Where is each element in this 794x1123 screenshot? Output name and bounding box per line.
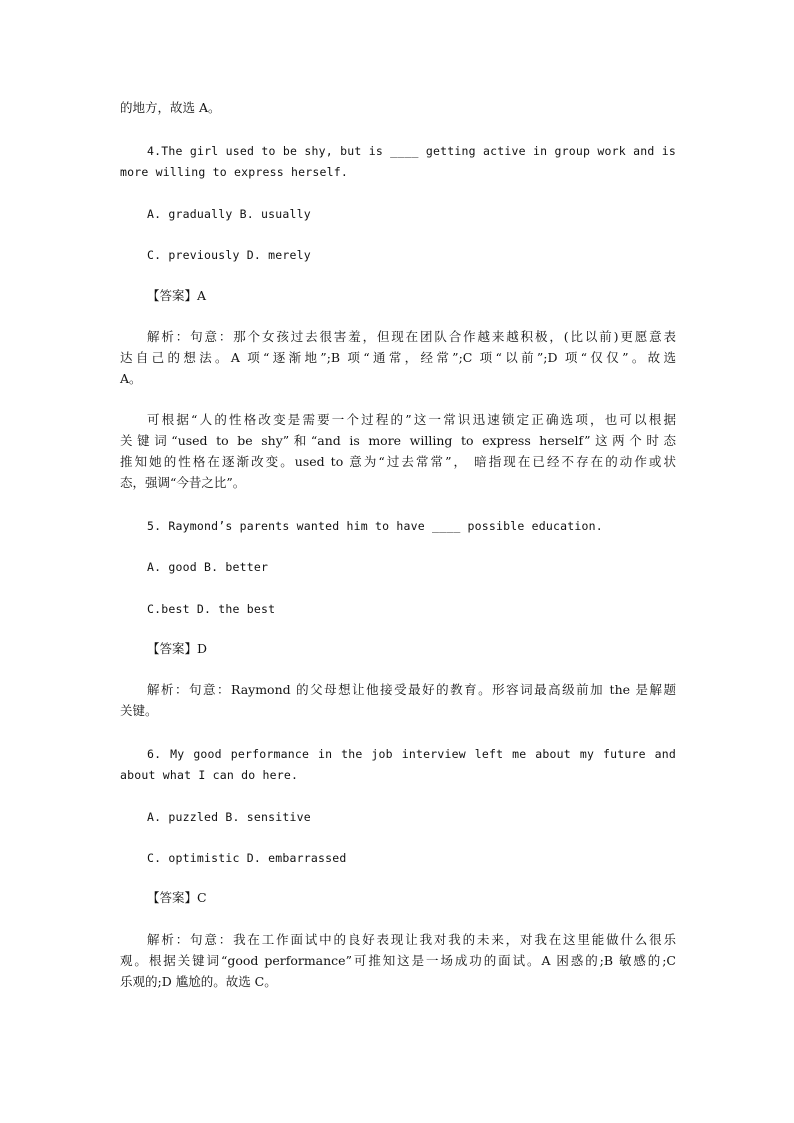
question-4-note-cont: 关键词“used to be shy”和“and is more willing to express herself”这两个时态 <box>120 433 676 448</box>
question-4-stem: 4.The girl used to be shy, but is ____ getting active in group work and is <box>147 144 676 158</box>
question-4-note-end: 态，强调“今昔之比”。 <box>120 475 246 490</box>
question-6-stem-cont: about what I can do here. <box>120 768 299 782</box>
question-4-analysis-end: A。 <box>120 371 142 386</box>
question-5-options-ab: A. good B. better <box>147 560 269 574</box>
question-5-analysis-end: 关键。 <box>120 703 158 718</box>
question-5-answer: 【答案】D <box>147 641 208 656</box>
question-4-options-cd: C. previously D. merely <box>147 248 311 262</box>
question-4-note: 可根据“人的性格改变是需要一个过程的”这一常识迅速锁定正确选项，也可以根据 <box>147 412 676 427</box>
question-5-options-cd: C.best D. the best <box>147 602 276 616</box>
question-5-analysis: 解析：句意：Raymond 的父母想让他接受最好的教育。形容词最高级前加 the 是解题 <box>147 682 676 697</box>
question-6-analysis-end: 乐观的;D 尴尬的。故选 C。 <box>120 974 277 989</box>
question-6-analysis: 解析：句意：我在工作面试中的良好表现让我对我的未来，对我在这里能做什么很乐 <box>147 932 676 947</box>
text-line: 的地方，故选 A。 <box>120 100 221 115</box>
question-6-analysis-cont: 观。根据关键词“good performance”可推知这是一场成功的面试。A 困惑的;B 敏感的;C <box>120 953 676 968</box>
question-6-answer: 【答案】C <box>147 890 207 905</box>
question-5-stem: 5. Raymond’s parents wanted him to have ____ possible education. <box>147 519 603 533</box>
question-4-answer: 【答案】A <box>147 288 207 303</box>
question-4-stem-cont: more willing to express herself. <box>120 165 348 179</box>
question-6-stem: 6. My good performance in the job interview left me about my future and <box>147 747 676 761</box>
question-6-options-ab: A. puzzled B. sensitive <box>147 810 311 824</box>
question-4-note-cont: 推知她的性格在逐渐改变。used to 意为“过去常常”， 暗指现在已经不存在的动作或状 <box>120 454 676 469</box>
question-4-options-ab: A. gradually B. usually <box>147 207 311 221</box>
question-4-analysis: 解析：句意：那个女孩过去很害羞，但现在团队合作越来越积极，(比以前)更愿意表 <box>147 329 676 344</box>
question-6-options-cd: C. optimistic D. embarrassed <box>147 851 347 865</box>
question-4-analysis-cont: 达自己的想法。A 项“逐渐地”;B 项“通常，经常”;C 项“以前”;D 项“仅仅”。故选 <box>120 350 676 365</box>
